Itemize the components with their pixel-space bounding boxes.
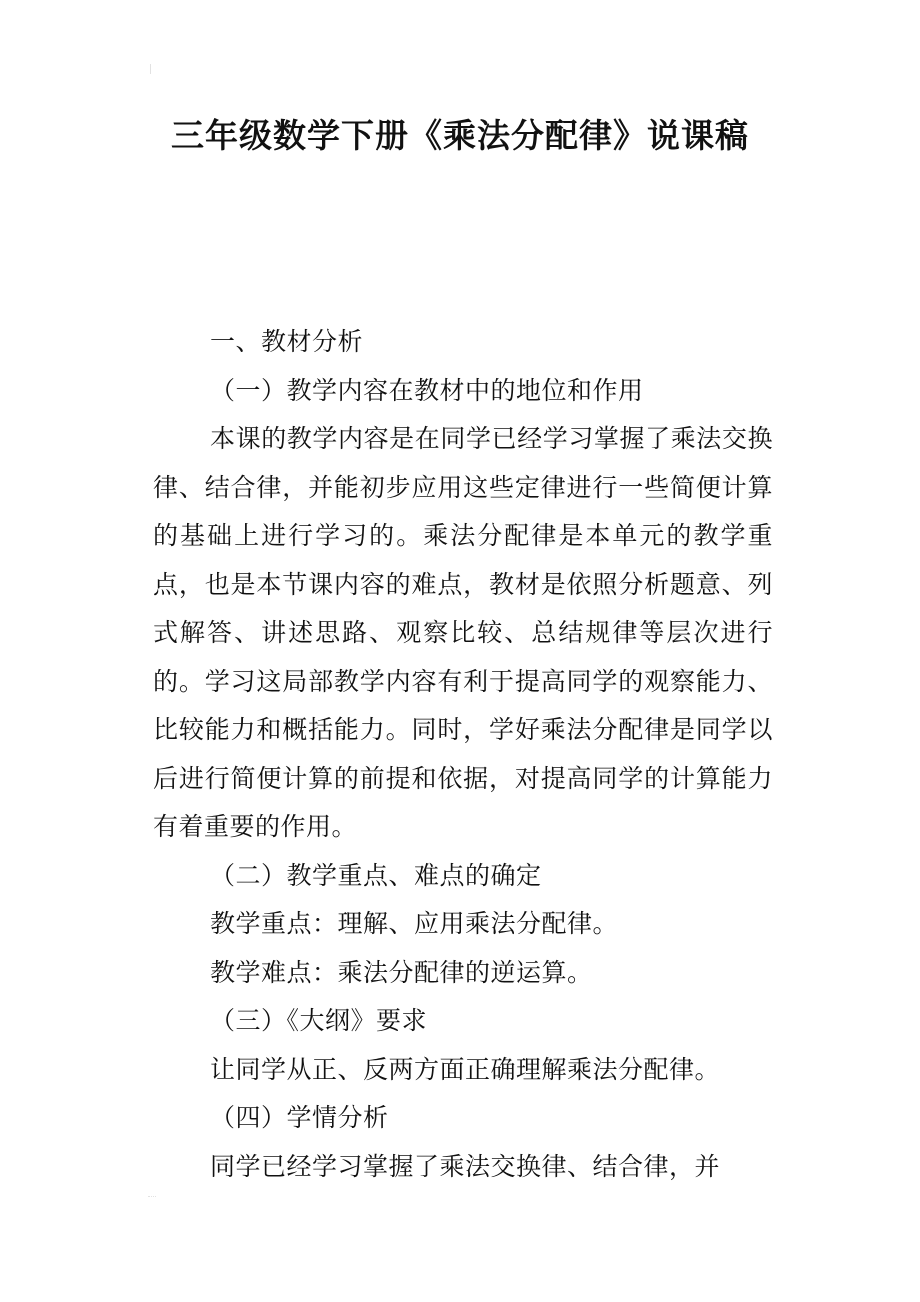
subsection-heading: （一）教学内容在教材中的地位和作用	[210, 375, 644, 405]
corner-mark-top	[150, 64, 157, 74]
body-paragraph: 同学已经学习掌握了乘法交换律、结合律，并	[210, 1151, 721, 1181]
body-paragraph: 本课的教学内容是在同学已经学习掌握了乘法交换律、结合律，并能初步应用这些定律进行一些简便计算的基础上进行学习的。乘法分配律是本单元的教学重点，也是本节课内容的难点，教材是依照分析题意、列式解答、讲述思路、观察比较、总结规律等层次进行的。学习这局部教学内容有利于提高同学的观察能力、比较能力和概括能力。同时，学好乘法分配律是同学以后进行简便计算的前提和依据，对提高同学的计算能力有着重要的作用。	[153, 424, 773, 841]
document-title: 三年级数学下册《乘法分配律》说课稿	[171, 116, 749, 155]
body-line: 教学难点：乘法分配律的逆运算。	[210, 957, 593, 987]
subsection-heading: （四）学情分析	[210, 1103, 389, 1132]
subsection-heading: （二）教学重点、难点的确定	[210, 860, 542, 890]
section-heading: 一、教材分析	[210, 327, 364, 356]
document-body	[153, 318, 773, 1191]
body-line: 让同学从正、反两方面正确理解乘法分配律。	[210, 1054, 721, 1084]
subsection-heading: （三）《大纲》要求	[210, 1006, 428, 1035]
body-line: 教学重点：理解、应用乘法分配律。	[210, 909, 619, 938]
